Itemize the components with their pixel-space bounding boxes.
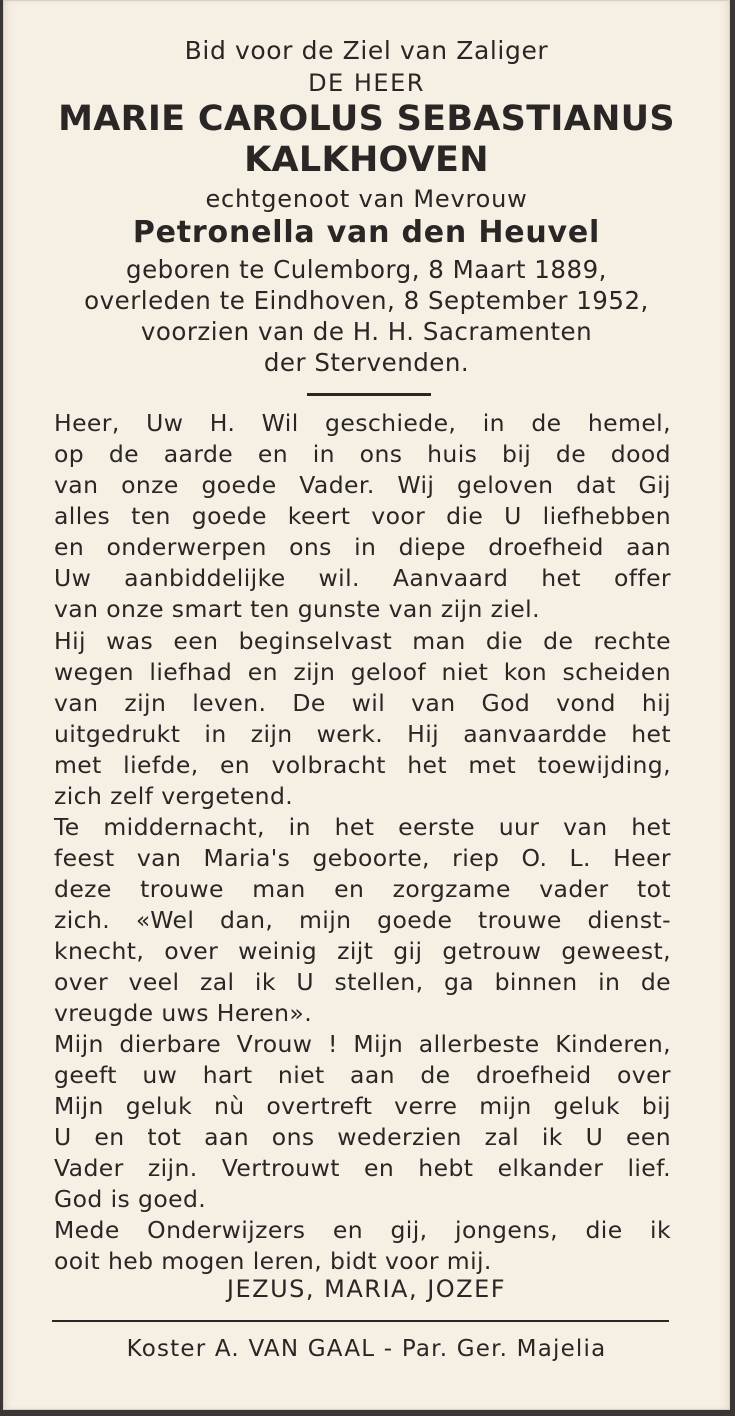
text-line: op de aarde en in ons huis bij de dood [54, 440, 671, 468]
spouse-intro: echtgenoot van Mevrouw [205, 185, 528, 213]
memorial-card [3, 0, 730, 1410]
text-line: Mijn dierbare Vrouw ! Mijn allerbeste Kinderen, [54, 1030, 671, 1058]
text-line: Uw aanbiddelijke wil. Aanvaard het offer [54, 564, 671, 592]
text-line: Mijn geluk nù overtreft verre mijn geluk bij [54, 1092, 671, 1120]
text-line: U en tot aan ons wederzien zal ik U een [54, 1123, 671, 1151]
birth-line: geboren te Culemborg, 8 Maart 1889, [126, 255, 607, 284]
sacraments-line-1: voorzien van de H. H. Sacramenten [140, 317, 593, 346]
text-line: Vader zijn. Vertrouwt en hebt elkander lief. [54, 1154, 671, 1182]
deceased-name-line-2: KALKHOVEN [244, 140, 489, 180]
text-line: en onderwerpen ons in diepe droefheid aan [54, 533, 671, 561]
death-line: overleden te Eindhoven, 8 September 1952, [84, 286, 649, 315]
text-line: Mede Onderwijzers en gij, jongens, die ik [54, 1216, 671, 1244]
honorific-title: DE HEER [308, 69, 425, 97]
text-line: van zijn leven. De wil van God vond hij [54, 689, 671, 717]
text-line: vreugde uws Heren». [54, 999, 313, 1027]
text-line: over veel zal ik U stellen, ga binnen in de [54, 968, 671, 996]
text-line: Hij was een beginselvast man die de rechte [54, 627, 671, 655]
text-line: God is goed. [54, 1185, 207, 1213]
text-line: knecht, over weinig zijt gij getrouw geweest, [54, 937, 671, 965]
text-line: Te middernacht, in het eerste uur van het [54, 813, 671, 841]
spouse-name: Petronella van den Heuvel [132, 215, 601, 250]
deceased-name-line-1: MARIE CAROLUS SEBASTIANUS [58, 99, 675, 139]
text-line: van onze goede Vader. Wij geloven dat Gij [54, 471, 671, 499]
text-line: met liefde, en volbracht het met toewijding, [54, 751, 671, 779]
closing-prayer: JEZUS, MARIA, JOZEF [226, 1275, 507, 1303]
text-line: zich zelf vergetend. [54, 782, 294, 810]
header-divider [307, 393, 431, 396]
text-line: uitgedrukt in zijn werk. Hij aanvaardde het [54, 720, 671, 748]
text-line: alles ten goede keert voor die U liefhebben [54, 502, 671, 530]
text-line: van onze smart ten gunste van zijn ziel. [54, 595, 540, 623]
sacraments-line-2: der Stervenden. [263, 348, 470, 377]
text-line: deze trouwe man en zorgzame vader tot [54, 875, 671, 903]
footer-divider [52, 1320, 669, 1322]
text-line: wegen liefhad en zijn geloof niet kon scheiden [54, 658, 671, 686]
text-line: feest van Maria's geboorte, riep O. L. Heer [54, 844, 671, 872]
printer-credit: Koster A. VAN GAAL - Par. Ger. Majelia [126, 1336, 607, 1362]
text-line: ooit heb mogen leren, bidt voor mij. [54, 1247, 492, 1275]
text-line: geeft uw hart niet aan de droefheid over [54, 1061, 671, 1089]
prayer-line: Bid voor de Ziel van Zaliger [184, 36, 549, 65]
text-line: zich. «Wel dan, mijn goede trouwe dienst- [54, 906, 671, 934]
text-line: Heer, Uw H. Wil geschiede, in de hemel, [54, 409, 671, 437]
